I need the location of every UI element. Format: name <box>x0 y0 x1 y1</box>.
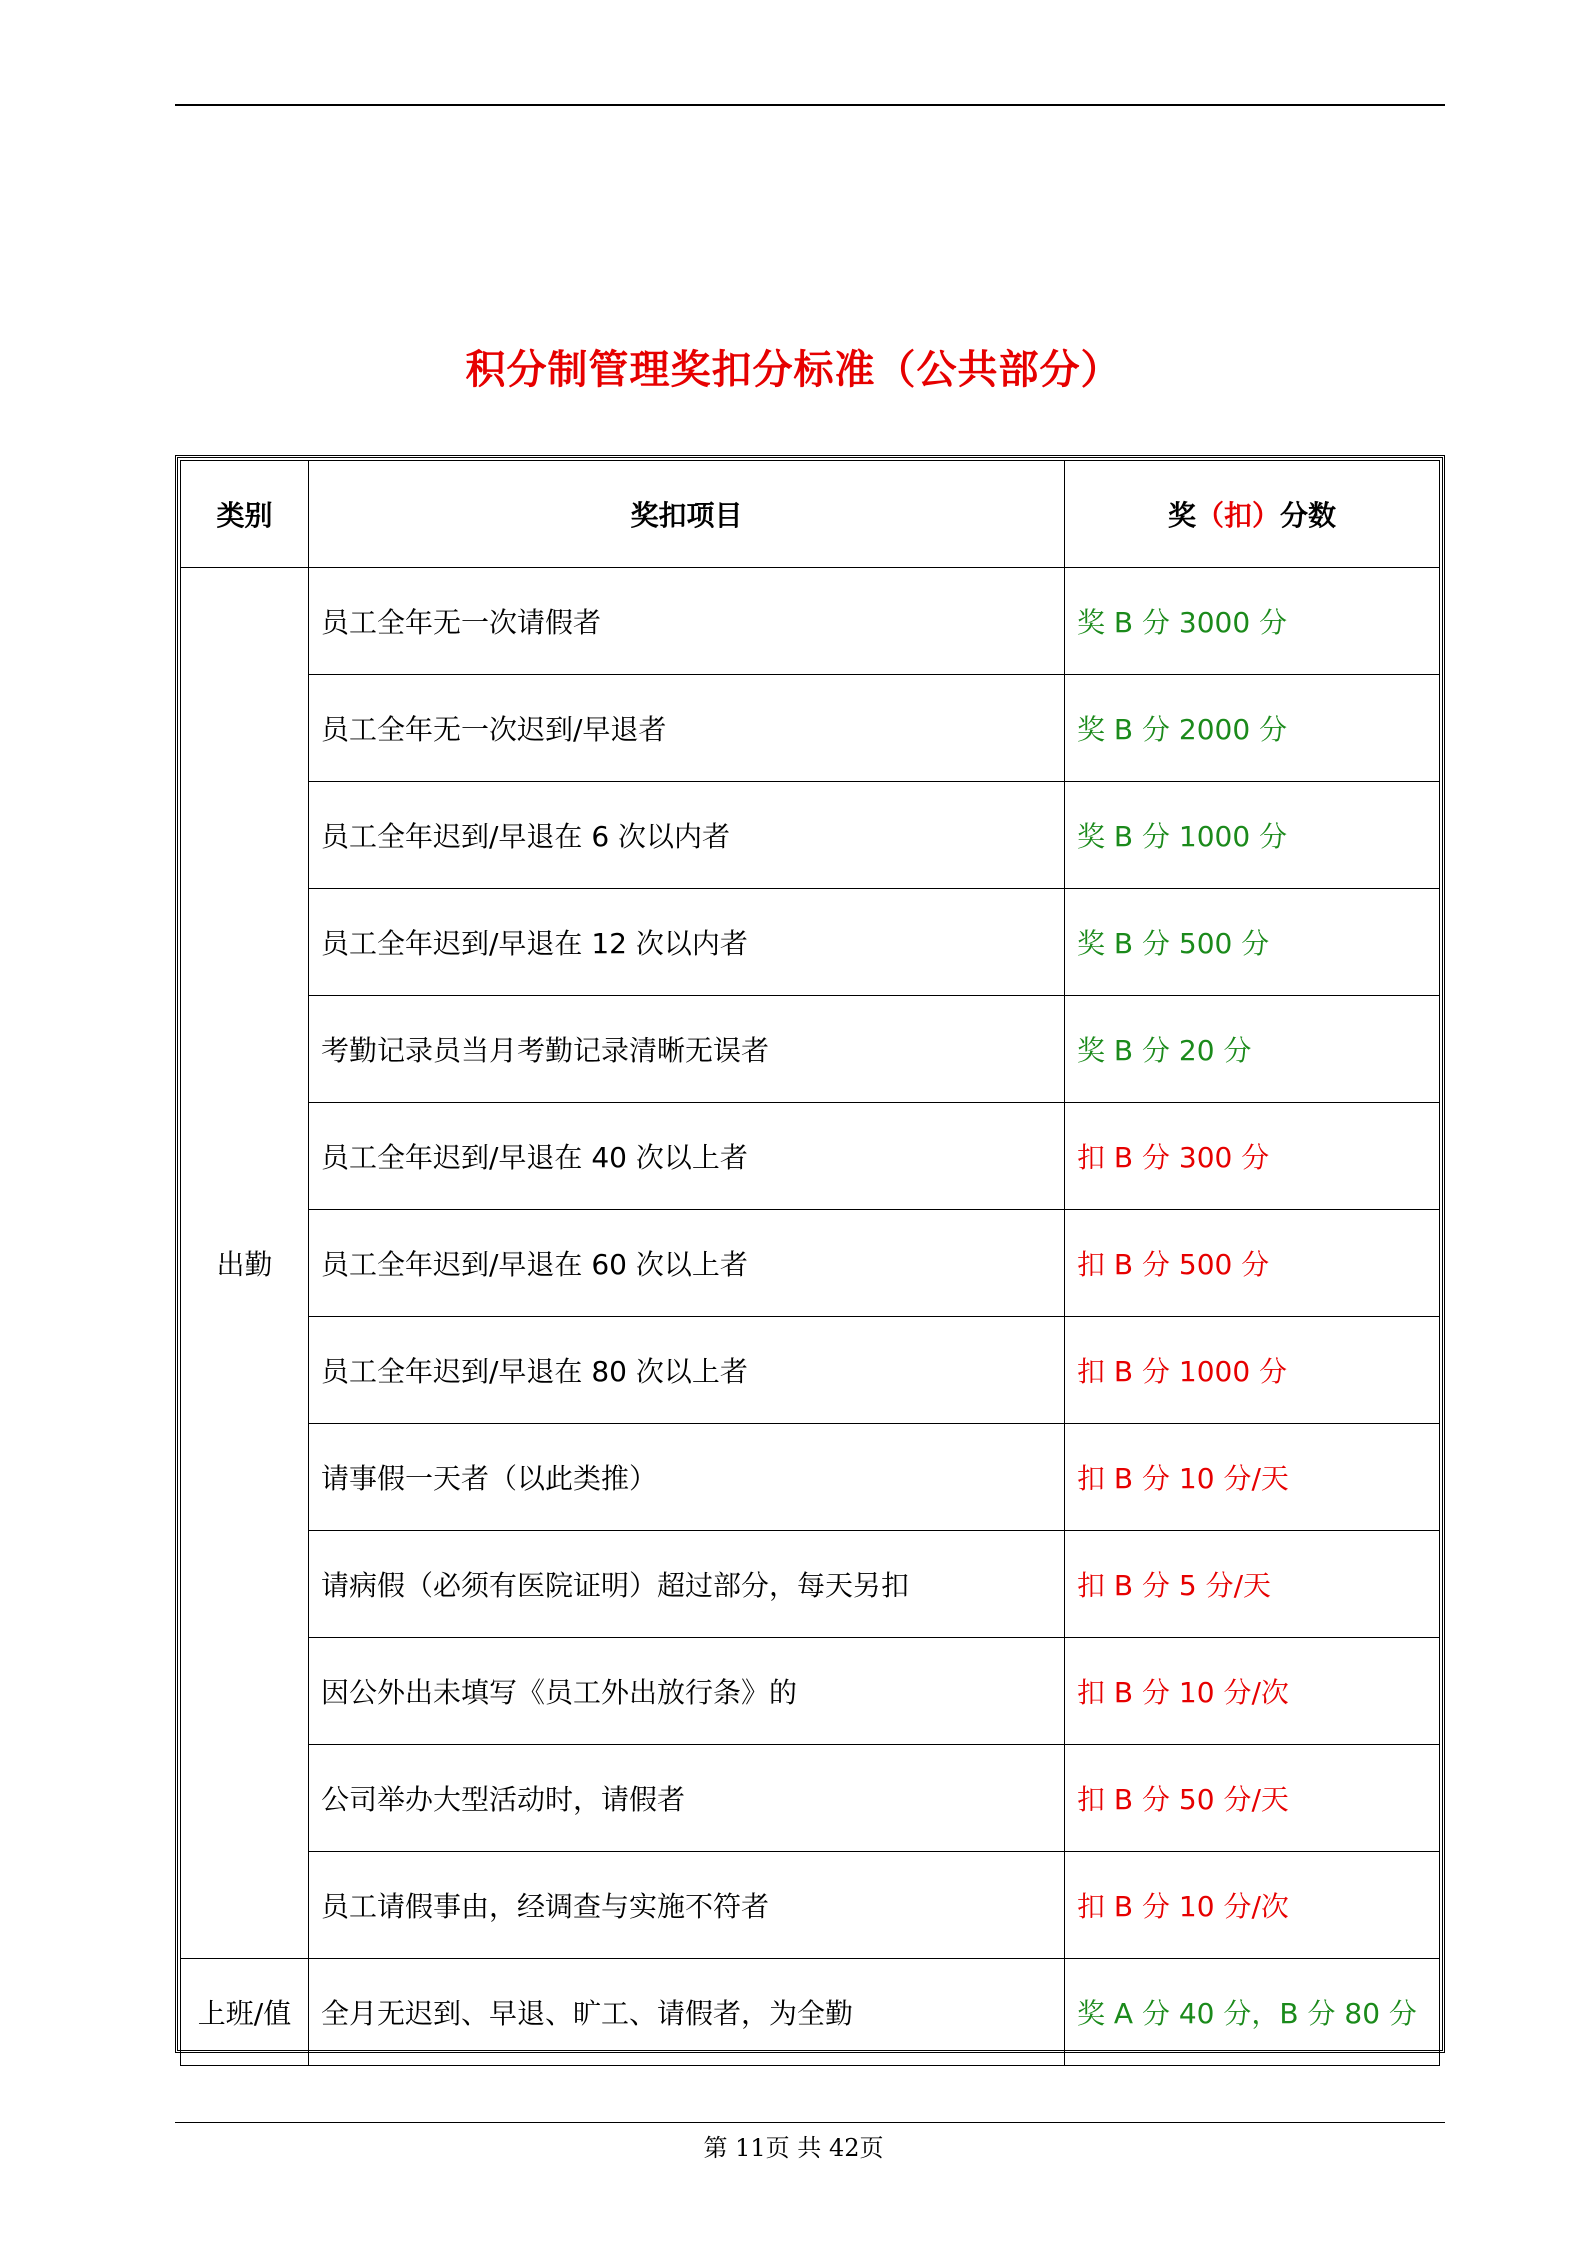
table-row <box>181 889 1440 996</box>
item-cell: 员工请假事由，经调查与实施不符者 <box>309 1852 1065 1959</box>
table-row <box>181 1103 1440 1210</box>
score-cell: 奖 B 分 1000 分 <box>1065 782 1440 889</box>
item-cell: 员工全年迟到/早退在 40 次以上者 <box>309 1103 1065 1210</box>
score-cell: 扣 B 分 10 分/天 <box>1065 1424 1440 1531</box>
table-row <box>181 782 1440 889</box>
item-cell: 员工全年迟到/早退在 12 次以内者 <box>309 889 1065 996</box>
item-cell: 员工全年迟到/早退在 80 次以上者 <box>309 1317 1065 1424</box>
score-cell: 扣 B 分 1000 分 <box>1065 1317 1440 1424</box>
table-row <box>181 1210 1440 1317</box>
category-cell: 上班/值 <box>181 1959 309 2066</box>
item-cell: 公司举办大型活动时，请假者 <box>309 1745 1065 1852</box>
score-table <box>175 455 1445 2053</box>
score-cell: 扣 B 分 300 分 <box>1065 1103 1440 1210</box>
table-row <box>181 1531 1440 1638</box>
score-cell: 奖 A 分 40 分，B 分 80 分 <box>1065 1959 1440 2066</box>
table-row <box>181 1745 1440 1852</box>
table-row <box>181 568 1440 675</box>
score-cell: 奖 B 分 3000 分 <box>1065 568 1440 675</box>
table-row <box>181 1959 1440 2066</box>
header-rule <box>175 104 1445 106</box>
score-cell: 扣 B 分 5 分/天 <box>1065 1531 1440 1638</box>
table-row <box>181 1424 1440 1531</box>
header-category: 类别 <box>181 461 309 568</box>
score-cell: 奖 B 分 2000 分 <box>1065 675 1440 782</box>
table-row <box>181 1852 1440 1959</box>
score-cell: 扣 B 分 50 分/天 <box>1065 1745 1440 1852</box>
item-cell: 员工全年迟到/早退在 60 次以上者 <box>309 1210 1065 1317</box>
category-cell: 出勤 <box>181 568 309 1959</box>
item-cell: 员工全年无一次请假者 <box>309 568 1065 675</box>
item-cell: 全月无迟到、早退、旷工、请假者，为全勤 <box>309 1959 1065 2066</box>
item-cell: 因公外出未填写《员工外出放行条》的 <box>309 1638 1065 1745</box>
table-row <box>181 1317 1440 1424</box>
table-header-row <box>181 461 1440 568</box>
item-cell: 员工全年无一次迟到/早退者 <box>309 675 1065 782</box>
score-cell: 扣 B 分 10 分/次 <box>1065 1852 1440 1959</box>
item-cell: 请病假（必须有医院证明）超过部分，每天另扣 <box>309 1531 1065 1638</box>
footer-rule <box>175 2122 1445 2123</box>
header-item: 奖扣项目 <box>309 461 1065 568</box>
score-cell: 扣 B 分 10 分/次 <box>1065 1638 1440 1745</box>
table-row <box>181 1638 1440 1745</box>
item-cell: 考勤记录员当月考勤记录清晰无误者 <box>309 996 1065 1103</box>
page-number: 第 11页 共 42页 <box>703 2134 884 2162</box>
score-cell: 奖 B 分 500 分 <box>1065 889 1440 996</box>
item-cell: 员工全年迟到/早退在 6 次以内者 <box>309 782 1065 889</box>
page-title: 积分制管理奖扣分标准（公共部分） <box>465 347 1122 393</box>
table-row <box>181 675 1440 782</box>
header-score: 奖（扣）分数 <box>1065 461 1440 568</box>
score-cell: 扣 B 分 500 分 <box>1065 1210 1440 1317</box>
score-cell: 奖 B 分 20 分 <box>1065 996 1440 1103</box>
item-cell: 请事假一天者（以此类推） <box>309 1424 1065 1531</box>
table-row <box>181 996 1440 1103</box>
